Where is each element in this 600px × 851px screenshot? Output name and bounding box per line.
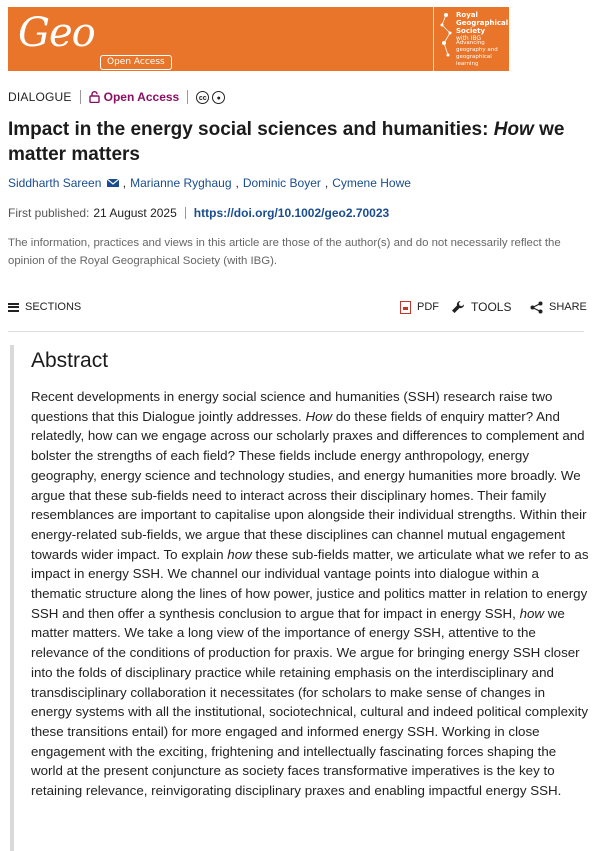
doi-link[interactable]: https://doi.org/10.1002/geo2.70023: [193, 206, 390, 220]
society-logo: [433, 7, 509, 71]
first-published-label: First published:: [8, 206, 90, 220]
first-published-date: 21 August 2025: [93, 206, 177, 220]
author-list: [8, 176, 411, 190]
license-icons[interactable]: [196, 91, 225, 104]
disclaimer-text: The information, practices and views in this article are those of the author(s) and do not necessarily reflect the opinion of the Royal Geographical Society (with IBG).: [8, 237, 561, 267]
journal-banner[interactable]: [8, 7, 509, 71]
section-divider: [8, 331, 584, 332]
author-link[interactable]: Marianne Ryghaug: [130, 176, 232, 190]
society-suffix: with IBG: [456, 35, 482, 42]
article-meta-row: [8, 89, 225, 105]
abstract-heading: Abstract: [31, 349, 109, 372]
author-link[interactable]: Siddharth Sareen: [8, 176, 119, 190]
pdf-button[interactable]: [400, 297, 439, 317]
author-separator: ,: [235, 176, 239, 190]
article-toolbar: [8, 297, 587, 317]
email-icon[interactable]: [107, 179, 119, 187]
divider: [187, 90, 188, 104]
publication-info: [8, 206, 389, 220]
author-separator: ,: [122, 176, 127, 190]
tools-label: TOOLS: [471, 300, 512, 314]
society-name: Royal Geographical Society with IBG: [456, 11, 509, 42]
open-access-badge[interactable]: [89, 90, 180, 104]
sections-button[interactable]: [8, 297, 81, 317]
by-icon: ●: [212, 91, 225, 104]
society-tagline: Advancing geography and geographical learning: [456, 40, 498, 67]
author-separator: ,: [324, 176, 329, 190]
society-mark-icon: [438, 11, 454, 67]
title-emphasis: How: [493, 119, 534, 140]
share-button[interactable]: [530, 297, 587, 317]
sections-label: SECTIONS: [25, 301, 82, 313]
abstract-section: [10, 345, 594, 851]
journal-logo: Geo: [18, 10, 95, 56]
author-link[interactable]: Cymene Howe: [332, 176, 411, 190]
list-icon: [8, 303, 19, 312]
pdf-icon: [400, 301, 411, 314]
unlock-icon: [89, 91, 100, 103]
share-icon: [530, 301, 543, 314]
open-access-label: Open Access: [103, 90, 180, 104]
cc-icon: cc: [196, 91, 209, 104]
article-type: DIALOGUE: [8, 90, 72, 104]
article-title: Impact in the energy social sciences and humanities: How we matter matters: [8, 119, 565, 165]
tools-button[interactable]: [451, 297, 511, 317]
pdf-label: PDF: [417, 301, 439, 313]
divider: [185, 207, 186, 219]
author-link[interactable]: Dominic Boyer: [242, 176, 321, 190]
abstract-text: Recent developments in energy social science and humanities (SSH) research raise two questions that this Dialogue jointly addresses. How do these fields of enquiry matter? And relatedly, how can we engage across our scholarly praxes and differences to complement and bolster the strengths of each field? These fields include energy anthropology, energy geography, energy science and technology studies, and energy humanities more broadly. We argue that these sub-fields need to interact across their disciplinary homes. Their family resemblances are important to capitalise upon alongside their individual strengths. Within their energy-related sub-fields, we argue that these disciplines can channel mutual engagement towards wider impact. To explain how these sub-fields matter, we articulate what we refer to as impact in energy SSH. We channel our individual vantage points into dialogue within a thematic structure along the lines of how power, justice and politics matter in relation to energy SSH and then offer a synthesis conclusion to argue that for impact in energy SSH, how we matter matters. We take a long view of the importance of energy SSH, attentive to the relevance of the conditions of production for praxis. We argue for bringing energy SSH closer into the folds of disciplinary practice while retaining emphasis on the interdisciplinary and transdisciplinary collaboration it necessitates (for scholars to make sense of changes in energy systems with all the institutional, sociotechnical, cultural and indeed political complexity these transitions entail) for more engaged and informed energy SSH. Working in close engagement with the exciting, frightening and intellectually fascinating forces shaping the world at the present conjuncture as society faces transformative imperatives is the key to retaining relevance, reinvigorating disciplinary praxes and enabling impactful energy SSH.: [31, 389, 589, 799]
divider: [80, 90, 81, 104]
share-label: SHARE: [549, 301, 587, 313]
open-access-tag: Open Access: [100, 55, 172, 70]
wrench-icon: [451, 300, 465, 314]
